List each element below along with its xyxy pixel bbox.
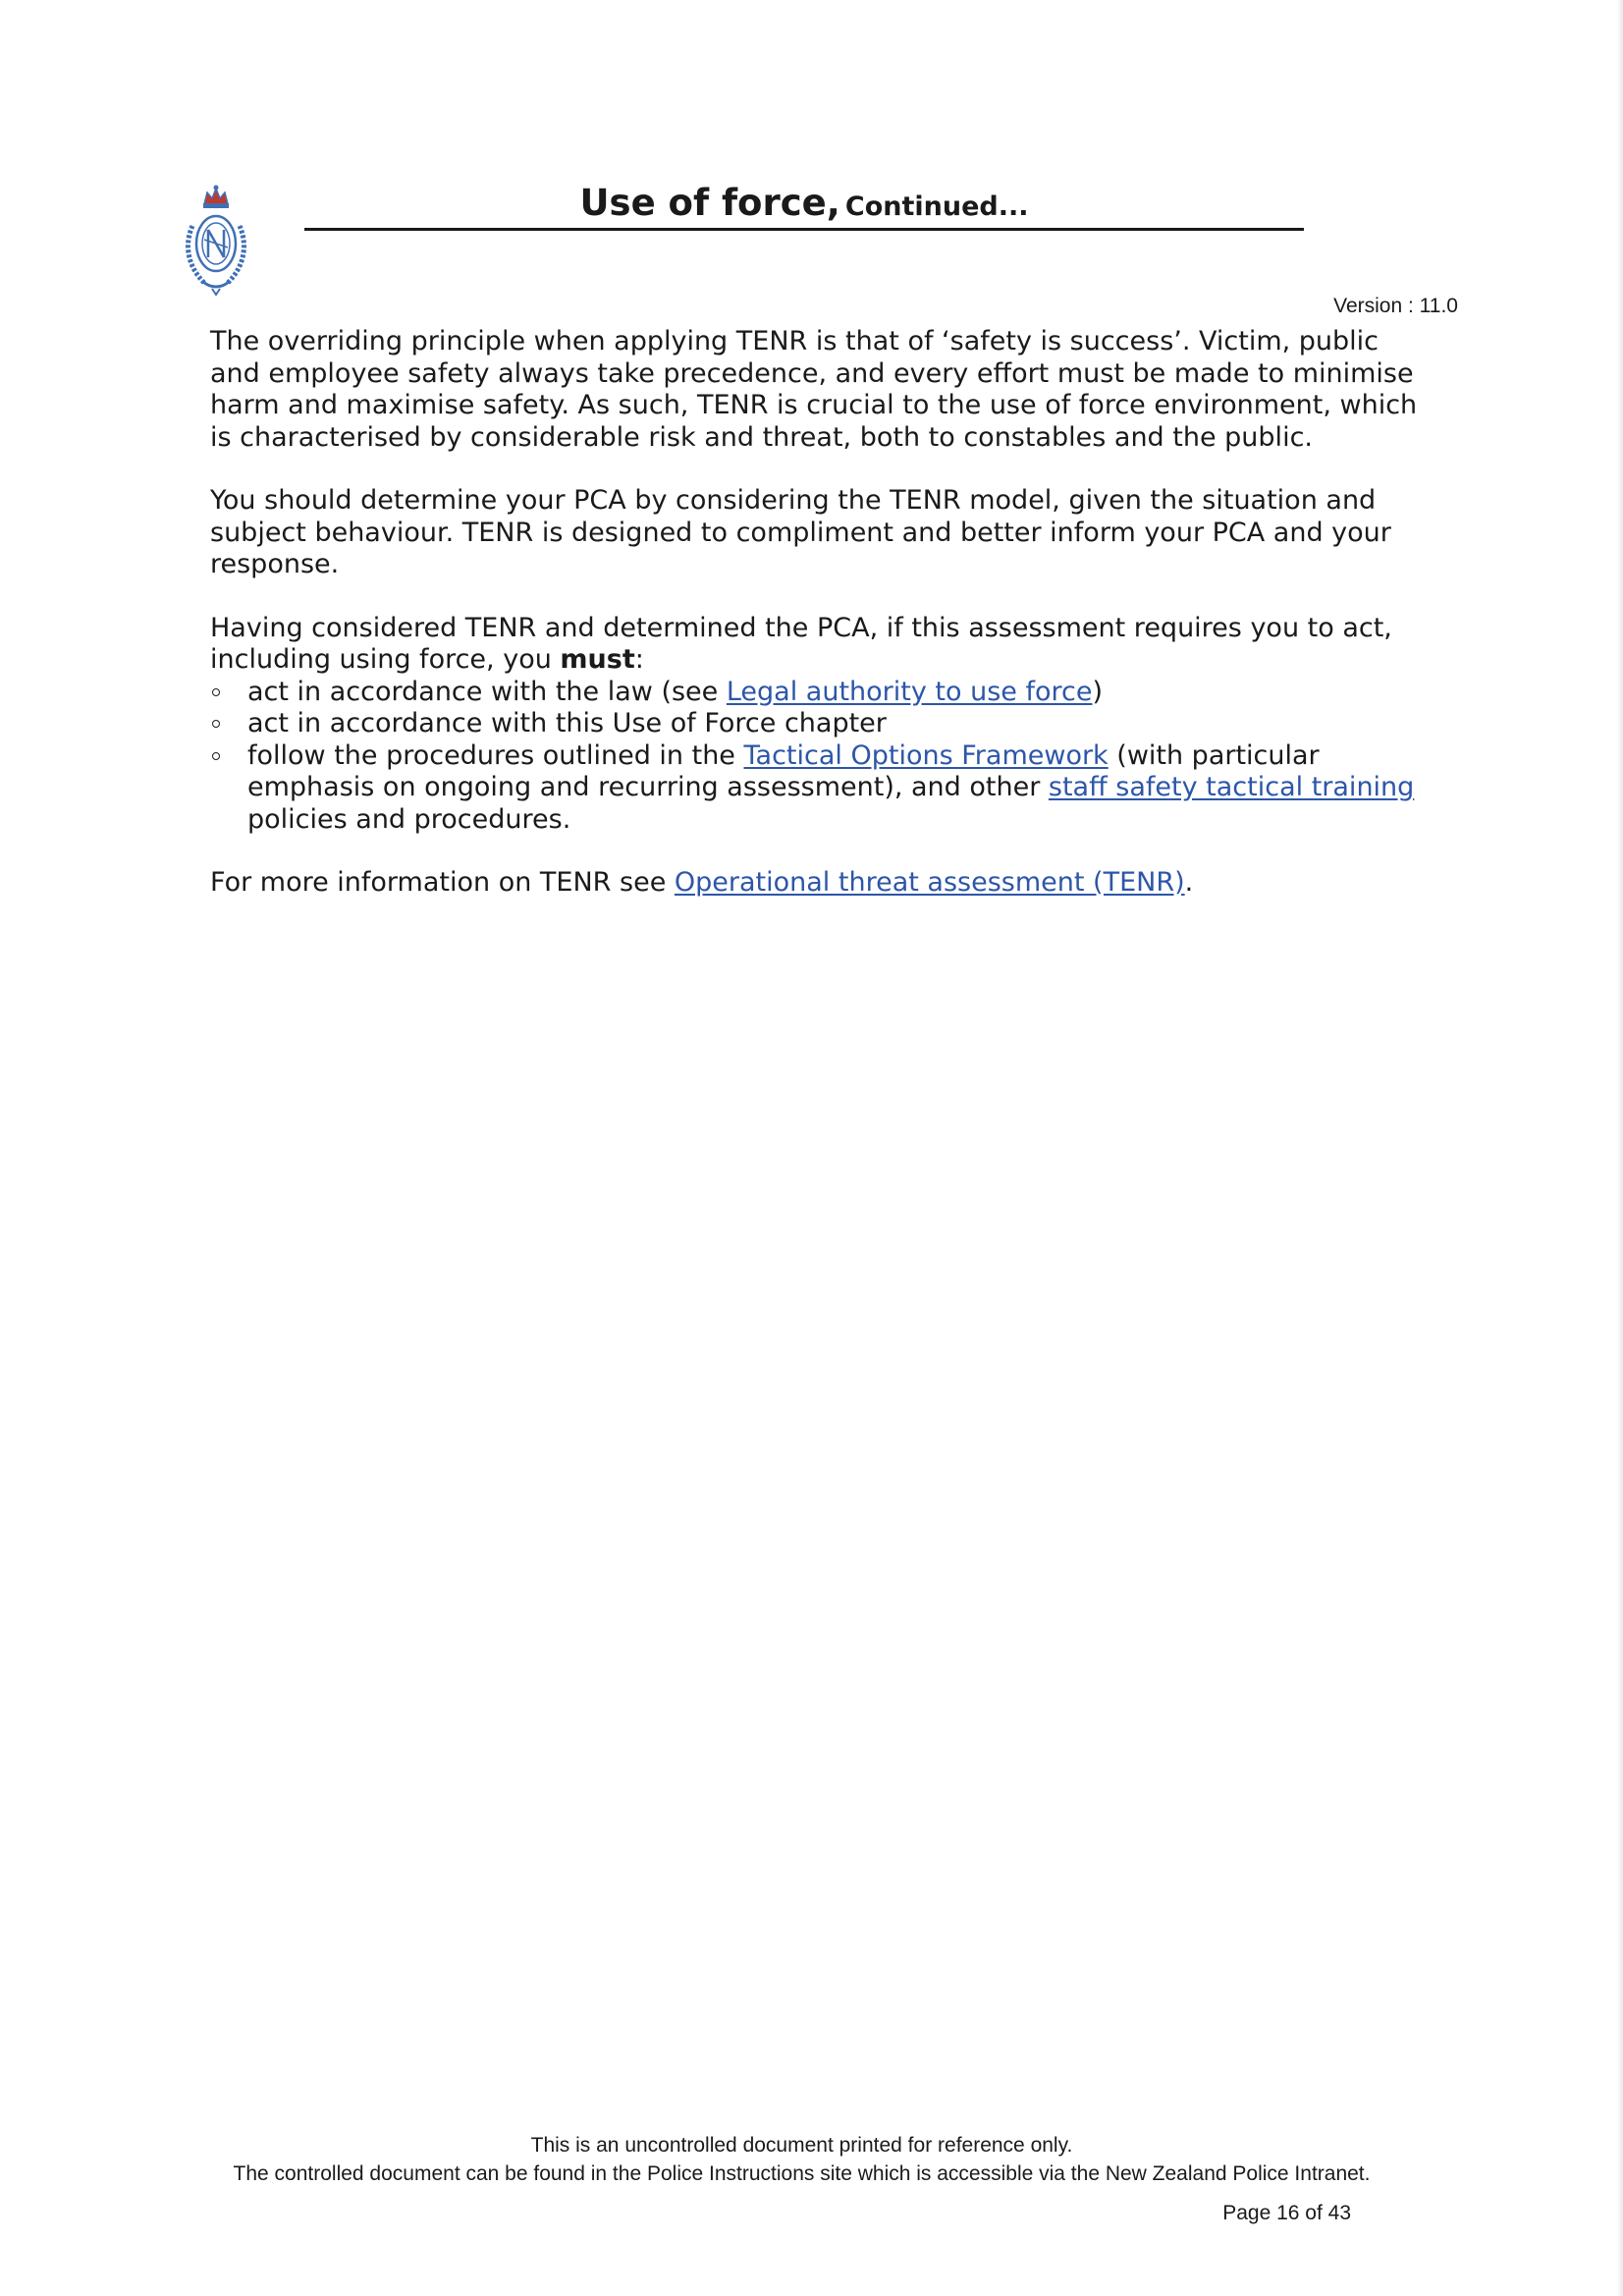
- link-tactical-options-framework[interactable]: Tactical Options Framework: [743, 739, 1109, 771]
- list-item-text: policies and procedures.: [247, 803, 571, 835]
- requirements-colon: :: [634, 644, 644, 675]
- footer-disclaimer: This is an uncontrolled document printed for reference only.: [530, 2134, 1073, 2157]
- must-emphasis: must: [560, 644, 635, 675]
- page-header: [304, 173, 1304, 231]
- page-edge: [1617, 0, 1623, 2296]
- requirements-list: [210, 677, 1418, 837]
- footer-controlled-document: The controlled document can be found in the Police Instructions site which is accessible via the New Zealand Police Intranet.: [233, 2162, 1371, 2185]
- nz-police-crest-icon: [175, 183, 257, 299]
- link-staff-safety-tactical-training[interactable]: staff safety tactical training: [1048, 772, 1415, 802]
- list-item: [210, 740, 1418, 837]
- link-legal-authority[interactable]: Legal authority to use force: [726, 676, 1093, 707]
- page-title-continued: Continued...: [844, 191, 1029, 222]
- list-item-text: (with particular emphasis on ongoing and recurring assessment), and other: [247, 739, 1320, 802]
- list-item-text: act in accordance with the law (see: [247, 676, 727, 707]
- bullet-icon: [212, 752, 220, 760]
- more-info-period: .: [1184, 867, 1194, 898]
- requirements-intro: Having considered TENR and determined the PCA, if this assessment requires you to act, including using force, you: [210, 612, 1392, 675]
- bullet-icon: [212, 720, 220, 728]
- list-item: [210, 677, 1418, 709]
- paragraph-determine-pca: You should determine your PCA by considering the TENR model, given the situation and subject behaviour. TENR is designed to compliment and better inform your PCA and your response.: [210, 485, 1391, 579]
- paragraph-requirements: [210, 613, 1418, 677]
- list-item-text: act in accordance with this Use of Force chapter: [247, 708, 887, 738]
- paragraph-more-info: [210, 867, 1418, 900]
- document-body: [210, 326, 1418, 931]
- page-title: [304, 182, 1304, 224]
- version-label: Version : 11.0: [1333, 295, 1458, 317]
- list-item: [210, 708, 1418, 740]
- link-operational-threat-assessment[interactable]: Operational threat assessment (TENR): [674, 867, 1185, 898]
- bullet-icon: [212, 688, 220, 696]
- more-info-text: For more information on TENR see: [210, 867, 675, 898]
- page-title-main: Use of force,: [579, 182, 840, 224]
- paragraph-safety-principle: The overriding principle when applying TENR is that of ‘safety is success’. Victim, public and employee safety always take precedence, and every effort must be made to minimise harm and maximise safety. As such, TENR is crucial to the use of force environment, which is characterised by considerable risk and threat, both to constables and the public.: [210, 326, 1418, 453]
- list-item-text: follow the procedures outlined in the: [247, 739, 744, 771]
- page-number: Page 16 of 43: [1222, 2202, 1351, 2224]
- list-item-text: ): [1092, 676, 1104, 707]
